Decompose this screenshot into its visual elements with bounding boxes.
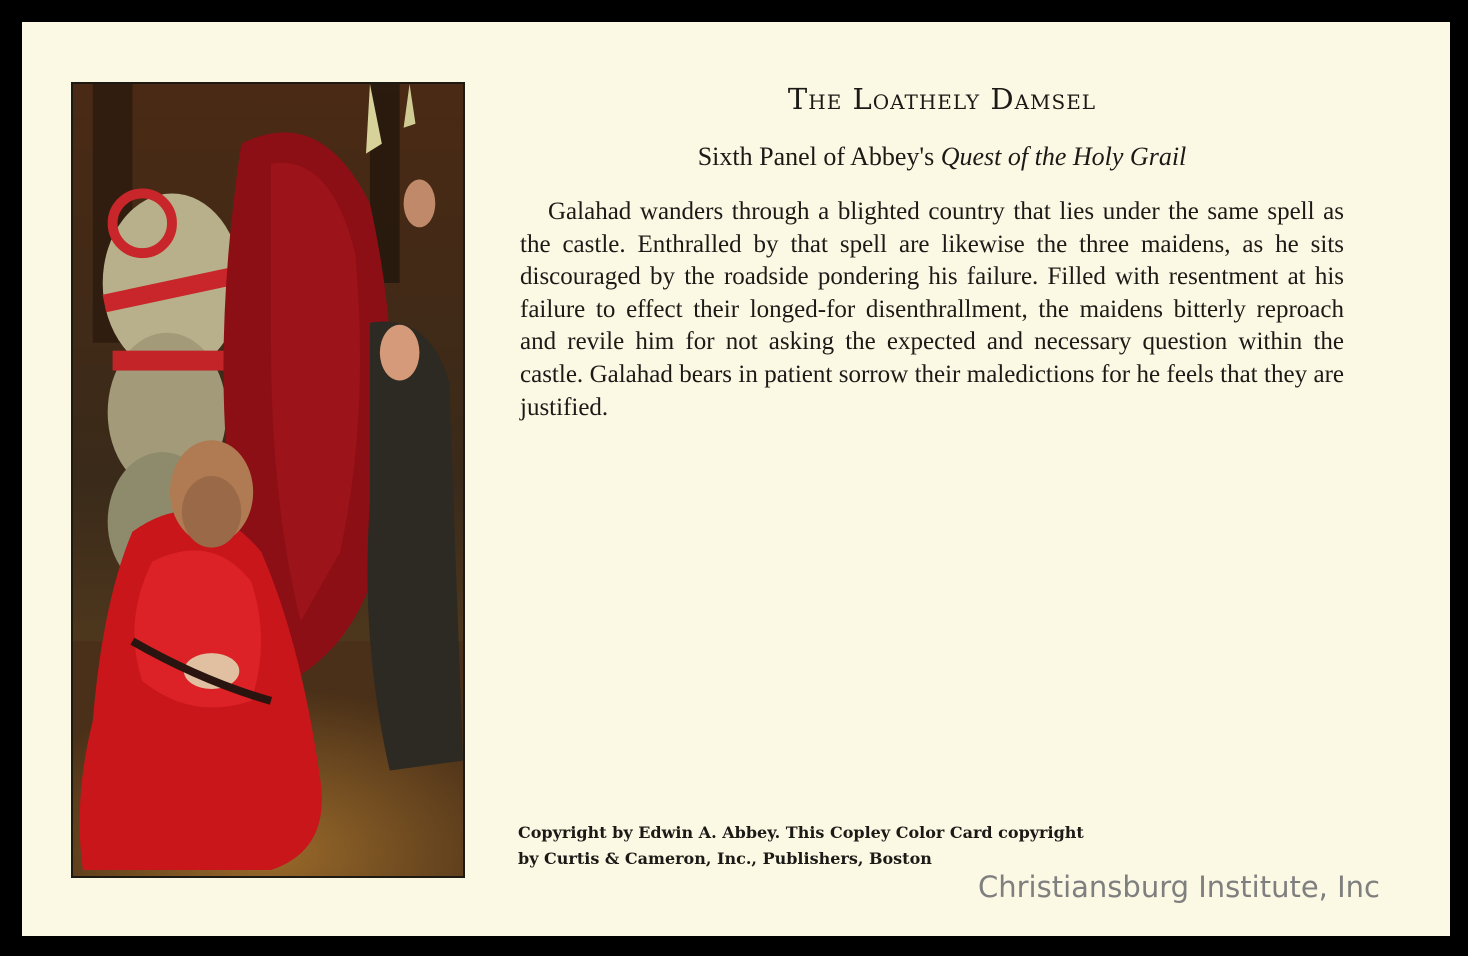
painting-artwork (73, 84, 463, 876)
painting-illustration (71, 82, 465, 878)
copyright-line-1: Copyright by Edwin A. Abbey. This Copley Color Card copyright (518, 823, 1084, 842)
card-description: Galahad wanders through a blighted country that lies under the same spell as the castle. Enthralled by that spell are likewise the three maidens, as he sits discouraged by the roadside pondering his failure. Filled with resentment at his failure to effect their longed-for disenthrallment, the maidens bitterly reproach and revile him for not asking the expected and necessary question within the castle. Galahad bears in patient sorrow their maledictions for he feels that they are justified. (520, 198, 1344, 421)
copyright-notice (518, 820, 1138, 872)
card-title: The Loathely Damsel (787, 82, 1097, 116)
watermark: Christiansburg Institute, Inc (978, 870, 1380, 904)
card-subtitle (522, 142, 1362, 172)
subtitle-work-title: Quest of the Holy Grail (940, 142, 1187, 171)
subtitle-text: Sixth Panel of Abbey's (697, 142, 941, 171)
postcard (22, 22, 1450, 936)
copyright-line-2: by Curtis & Cameron, Inc., Publishers, Boston (518, 849, 932, 868)
